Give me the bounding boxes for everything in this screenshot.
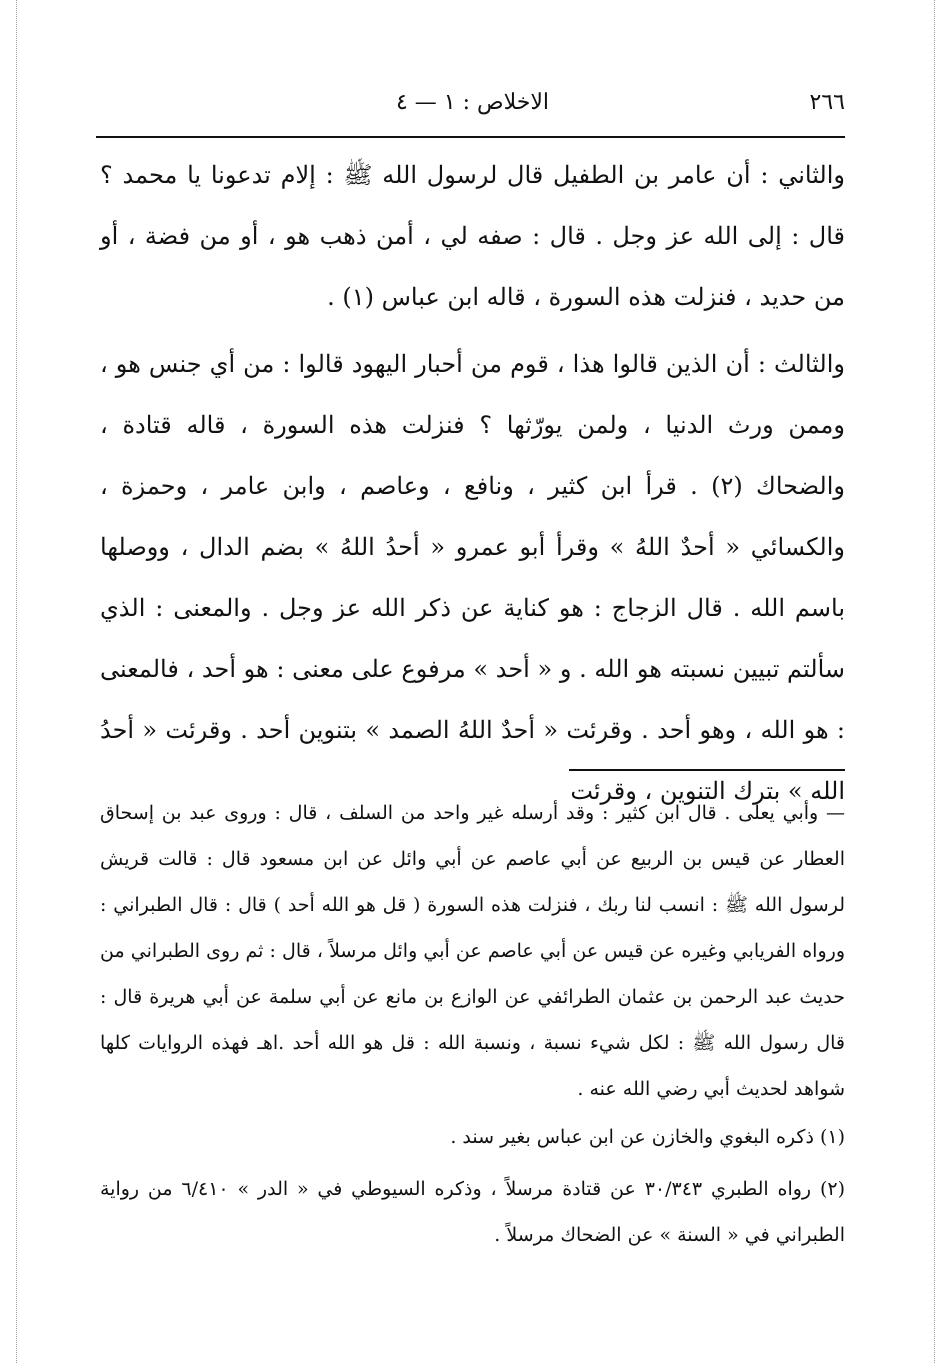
running-head: الاخلاص : ١ — ٤ xyxy=(395,90,550,115)
paragraph-third-view: والثالث : أن الذين قالوا هذا ، قوم من أحبار اليهود قالوا : من أي جنس هو ، وممن ورث الدنيا ، ولمن يورّثها ؟ فنزلت هذه السورة ، قاله قتادة ، والضحاك (٢) . قرأ ابن كثير ، ونافع ، وعاصم ، وابن عامر ، وحمزة ، والكسائي « أحدٌ اللهُ » وقرأ أبو عمرو « أحدُ اللهُ » بضم الدال ، ووصلها باسم الله . قال الزجاج : هو كناية عن ذكر الله عز وجل . والمعنى : الذي سألتم تبيين نسبته هو الله . و « أحد » مرفوع على معنى : هو أحد ، فالمعنى : هو الله ، وهو أحد . وقرئت « أحدٌ اللهُ الصمد » بتنوين أحد . وقرئت « أحدُ الله » بترك التنوين ، وقرئت xyxy=(100,350,846,805)
footnote-2: (٢) رواه الطبري ٣٠/٣٤٣ عن قتادة مرسلاً ، وذكره السيوطي في « الدر » ٦/٤١٠ من رواية الطبراني في « السنة » عن الضحاك مرسلاً . xyxy=(100,1178,845,1246)
scan-edge-left xyxy=(16,0,17,1363)
footnote-1: (١) ذكره البغوي والخازن عن ابن عباس بغير سند . xyxy=(450,1126,845,1148)
page-header xyxy=(100,80,845,130)
main-text xyxy=(100,145,845,822)
page-number: ٢٦٦ xyxy=(809,90,845,115)
scan-edge-right xyxy=(934,0,935,1363)
header-rule xyxy=(96,136,845,138)
footnote-rule xyxy=(569,769,845,771)
footnotes xyxy=(100,790,845,1258)
header xyxy=(100,80,845,130)
paragraph-second-view: والثاني : أن عامر بن الطفيل قال لرسول الله ﷺ : إلام تدعونا يا محمد ؟ قال : إلى الله عز وجل . قال : صفه لي ، أمن ذهب هو ، أو من فضة ، أو من حديد ، فنزلت هذه السورة ، قاله ابن عباس (١) . xyxy=(100,161,845,311)
footnote-continuation: — وأبي يعلى . قال ابن كثير : وقد أرسله غير واحد من السلف ، قال : وروى عبد بن إسحاق العطار عن قيس بن الربيع عن أبي عاصم عن أبي وائل عن ابن مسعود قال : قالت قريش لرسول الله ﷺ : انسب لنا ربك ، فنزلت هذه السورة ( قل هو الله أحد ) قال : قال الطبراني : ورواه الفريابي وغيره عن قيس عن أبي عاصم عن أبي وائل مرسلاً ، قال : ثم روى الطبراني من حديث عبد الرحمن بن عثمان الطرائفي عن الوازع بن مانع عن أبي سلمة عن أبي هريرة قال : قال رسول الله ﷺ : لكل شيء نسبة ، ونسبة الله : قل هو الله أحد .اهـ فهذه الروايات كلها شواهد لحديث أبي رضي الله عنه . xyxy=(100,802,845,1100)
